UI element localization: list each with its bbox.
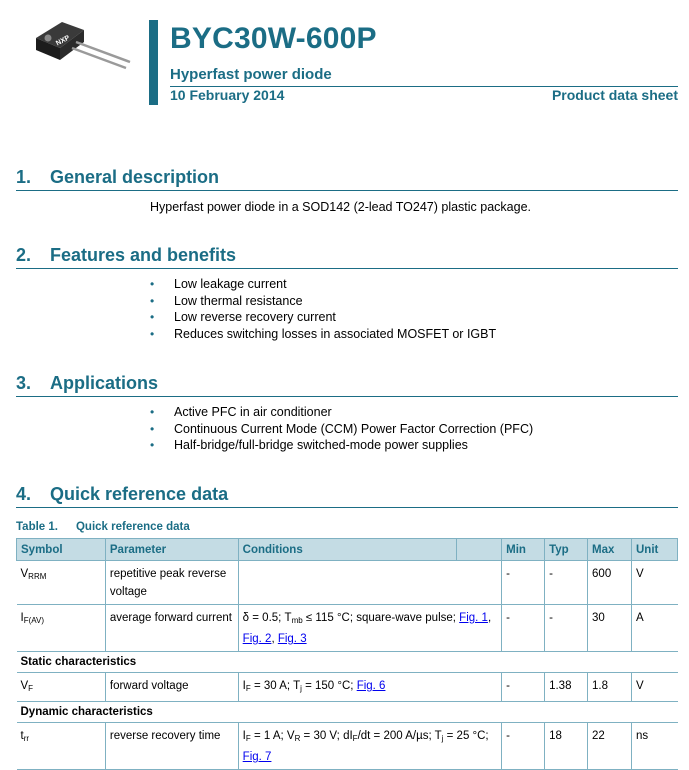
list-item: • Continuous Current Mode (CCM) Power Factor Correction (PFC) — [150, 421, 533, 438]
table-row — [17, 605, 678, 652]
list-item: • Low reverse recovery current — [150, 309, 496, 326]
cell-typ: 1.38 — [545, 673, 588, 702]
cell-typ: - — [545, 605, 588, 652]
cell-unit: V — [631, 673, 677, 702]
col-header-typ: Typ — [545, 539, 588, 561]
list-item: • Reduces switching losses in associated MOSFET or IGBT — [150, 326, 496, 343]
cell-min: - — [502, 561, 545, 605]
cell-parameter: repetitive peak reverse voltage — [105, 561, 238, 605]
fig-6-link[interactable]: Fig. 6 — [356, 680, 386, 692]
col-header-min: Min — [502, 539, 545, 561]
cell-unit: A — [631, 605, 677, 652]
group-static-characteristics: Static characteristics — [17, 652, 678, 673]
doc-date: 10 February 2014 — [170, 87, 285, 103]
cell-min: - — [502, 723, 545, 770]
section-applications-heading — [16, 373, 158, 394]
cell-max: 30 — [588, 605, 632, 652]
table-row — [17, 723, 678, 770]
section-title: Applications — [50, 373, 159, 393]
col-header-symbol: Symbol — [17, 539, 106, 561]
header-bar — [149, 20, 158, 105]
applications-list — [150, 404, 533, 454]
section-divider — [16, 268, 678, 269]
col-header-conditions: Conditions — [238, 539, 457, 561]
table-header-row — [17, 539, 678, 561]
cell-symbol: $V_{RRM}$ — [17, 561, 106, 605]
col-header-spacer — [457, 539, 502, 561]
section-features-heading — [16, 245, 236, 266]
col-header-parameter: Parameter — [105, 539, 238, 561]
cell-conditions — [238, 561, 501, 605]
section-divider — [16, 396, 678, 397]
section-title: Quick reference data — [50, 484, 229, 504]
section-divider — [16, 507, 678, 508]
col-header-unit: Unit — [631, 539, 677, 561]
cell-max: 1.8 — [588, 673, 632, 702]
features-list — [150, 276, 496, 342]
logo-text: NXP — [55, 34, 72, 48]
quick-reference-table — [16, 538, 678, 770]
cell-unit: V — [631, 561, 677, 605]
table-title: Quick reference data — [75, 521, 190, 533]
col-header-max: Max — [588, 539, 632, 561]
doc-type: Product data sheet — [551, 87, 678, 103]
cell-conditions: $I_F = 1$ A; $V_R = 30$ V; $dI_F/dt = 200$ A/µs; $T_j = 25$ °C; Fig. 7 — [238, 723, 501, 770]
list-item: • Low leakage current — [150, 276, 496, 293]
cell-min: - — [502, 605, 545, 652]
list-item: • Active PFC in air conditioner — [150, 404, 533, 421]
cell-unit: ns — [631, 723, 677, 770]
table-label: Table 1. — [16, 521, 58, 533]
section-number: 1. — [16, 167, 32, 187]
section-number: 3. — [16, 373, 32, 393]
general-description-text: Hyperfast power diode in a SOD142 (2-lead TO247) plastic package. — [150, 200, 531, 214]
cell-max: 600 — [588, 561, 632, 605]
cell-symbol: $t_{rr}$ — [17, 723, 106, 770]
section-title: General description — [50, 167, 220, 187]
group-dynamic-characteristics: Dynamic characteristics — [17, 702, 678, 723]
cell-max: 22 — [588, 723, 632, 770]
cell-parameter: forward voltage — [105, 673, 238, 702]
table-caption — [16, 521, 190, 533]
list-item: • Half-bridge/full-bridge switched-mode power supplies — [150, 437, 533, 454]
cell-typ: - — [545, 561, 588, 605]
page-title: BYC30W-600P — [170, 22, 377, 55]
fig-1-link[interactable]: Fig. 1 — [459, 612, 488, 624]
section-quick-reference-heading — [16, 484, 228, 505]
table-group-row — [17, 702, 678, 723]
cell-conditions: $I_F = 30$ A; $T_j = 150$ °C; Fig. 6 — [238, 673, 501, 702]
diode-package-icon — [32, 16, 136, 72]
fig-7-link[interactable]: Fig. 7 — [242, 751, 272, 763]
table-group-row — [17, 652, 678, 673]
cell-symbol: $V_F$ — [17, 673, 106, 702]
section-divider — [16, 190, 678, 191]
section-general-description-heading — [16, 167, 219, 188]
section-number: 4. — [16, 484, 32, 504]
cell-conditions: δ = 0.5; $T_{mb} \le 115$ °C; square-wave pulse; Fig. 1, Fig. 2, Fig. 3 — [238, 605, 501, 652]
section-number: 2. — [16, 245, 32, 265]
cell-symbol: $I_{F(AV)}$ — [17, 605, 106, 652]
page-subtitle: Hyperfast power diode — [170, 66, 332, 83]
cell-parameter: average forward current — [105, 605, 238, 652]
list-item: • Low thermal resistance — [150, 293, 496, 310]
cell-min: - — [502, 673, 545, 702]
table-row — [17, 561, 678, 605]
fig-3-link[interactable]: Fig. 3 — [277, 633, 307, 645]
package-image — [32, 16, 136, 72]
cell-parameter: reverse recovery time — [105, 723, 238, 770]
cell-typ: 18 — [545, 723, 588, 770]
fig-2-link[interactable]: Fig. 2 — [242, 633, 272, 645]
table-row — [17, 673, 678, 702]
section-title: Features and benefits — [50, 245, 237, 265]
